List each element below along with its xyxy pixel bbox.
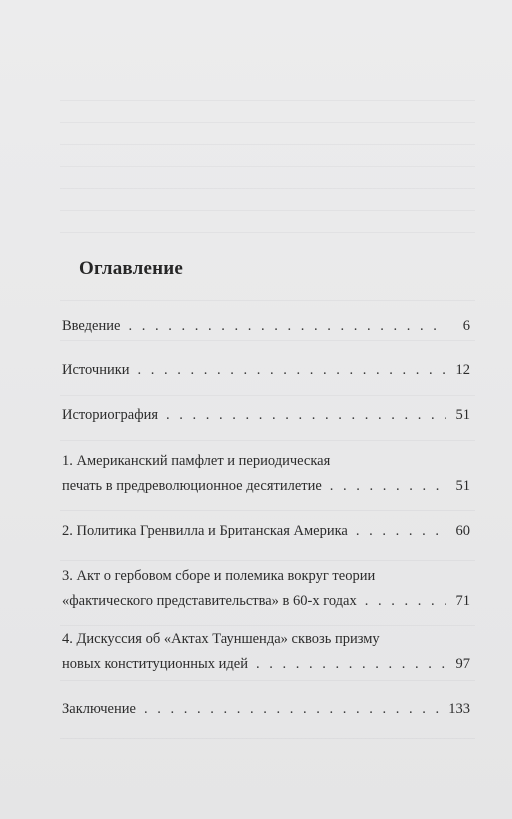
- toc-entry-sources[interactable]: [62, 362, 470, 379]
- toc-entry-page: 97: [455, 656, 470, 672]
- toc-entry-historiography[interactable]: [62, 407, 470, 424]
- leader-dots: [365, 593, 446, 610]
- toc-entry-page: 6: [462, 318, 470, 334]
- bleed-through: [60, 340, 475, 341]
- toc-entry-label: «фактического представительства» в 60-х годах: [62, 593, 357, 609]
- toc-entry-label: печать в предреволюционное десятилетие: [62, 478, 322, 494]
- leader-dots: [166, 407, 446, 424]
- bleed-through: [60, 188, 475, 189]
- leader-dots: [330, 478, 446, 495]
- toc-title: Оглавление: [79, 258, 184, 279]
- bleed-through: [60, 144, 475, 145]
- bleed-through: [60, 210, 475, 211]
- toc-entry-chapter-3[interactable]: [62, 593, 470, 610]
- toc-entry-page: 71: [455, 593, 470, 609]
- bleed-through: [60, 625, 475, 626]
- bleed-through: [60, 166, 475, 167]
- toc-entry-chapter-3-line1: 3. Акт о гербовом сборе и полемика вокруг теории: [62, 568, 376, 584]
- leader-dots: [144, 701, 442, 718]
- toc-entry-label: новых конституционных идей: [62, 656, 248, 672]
- leader-dots: [256, 656, 446, 673]
- bleed-through: [60, 395, 475, 396]
- toc-entry-introduction[interactable]: [62, 318, 470, 335]
- toc-entry-page: 51: [455, 478, 470, 494]
- bleed-through: [60, 560, 475, 561]
- bleed-through: [60, 738, 475, 739]
- toc-entry-chapter-4[interactable]: [62, 656, 470, 673]
- leader-dots: [128, 318, 446, 335]
- bleed-through: [60, 510, 475, 511]
- toc-entry-label: Источники: [62, 362, 130, 378]
- toc-entry-page: 51: [455, 407, 470, 423]
- toc-entry-label: Заключение: [62, 701, 136, 717]
- toc-entry-chapter-1[interactable]: [62, 478, 470, 495]
- toc-entry-chapter-1-line1: 1. Американский памфлет и периодическая: [62, 453, 331, 469]
- toc-entry-label: Историография: [62, 407, 159, 423]
- bleed-through: [60, 680, 475, 681]
- bleed-through: [60, 300, 475, 301]
- leader-dots: [356, 523, 446, 540]
- toc-entry-label: Введение: [62, 318, 121, 334]
- toc-entry-page: 133: [448, 701, 470, 717]
- bleed-through: [60, 232, 475, 233]
- bleed-through: [60, 440, 475, 441]
- bleed-through: [60, 122, 475, 123]
- toc-entry-chapter-2[interactable]: [62, 523, 470, 540]
- toc-entry-chapter-4-line1: 4. Дискуссия об «Актах Тауншенда» сквозь призму: [62, 631, 380, 647]
- leader-dots: [138, 362, 446, 379]
- toc-entry-page: 60: [455, 523, 470, 539]
- bleed-through: [60, 100, 475, 101]
- toc-entry-conclusion[interactable]: [62, 701, 470, 718]
- toc-entry-page: 12: [455, 362, 470, 378]
- toc-entry-label: 2. Политика Гренвилла и Британская Америка: [62, 523, 348, 539]
